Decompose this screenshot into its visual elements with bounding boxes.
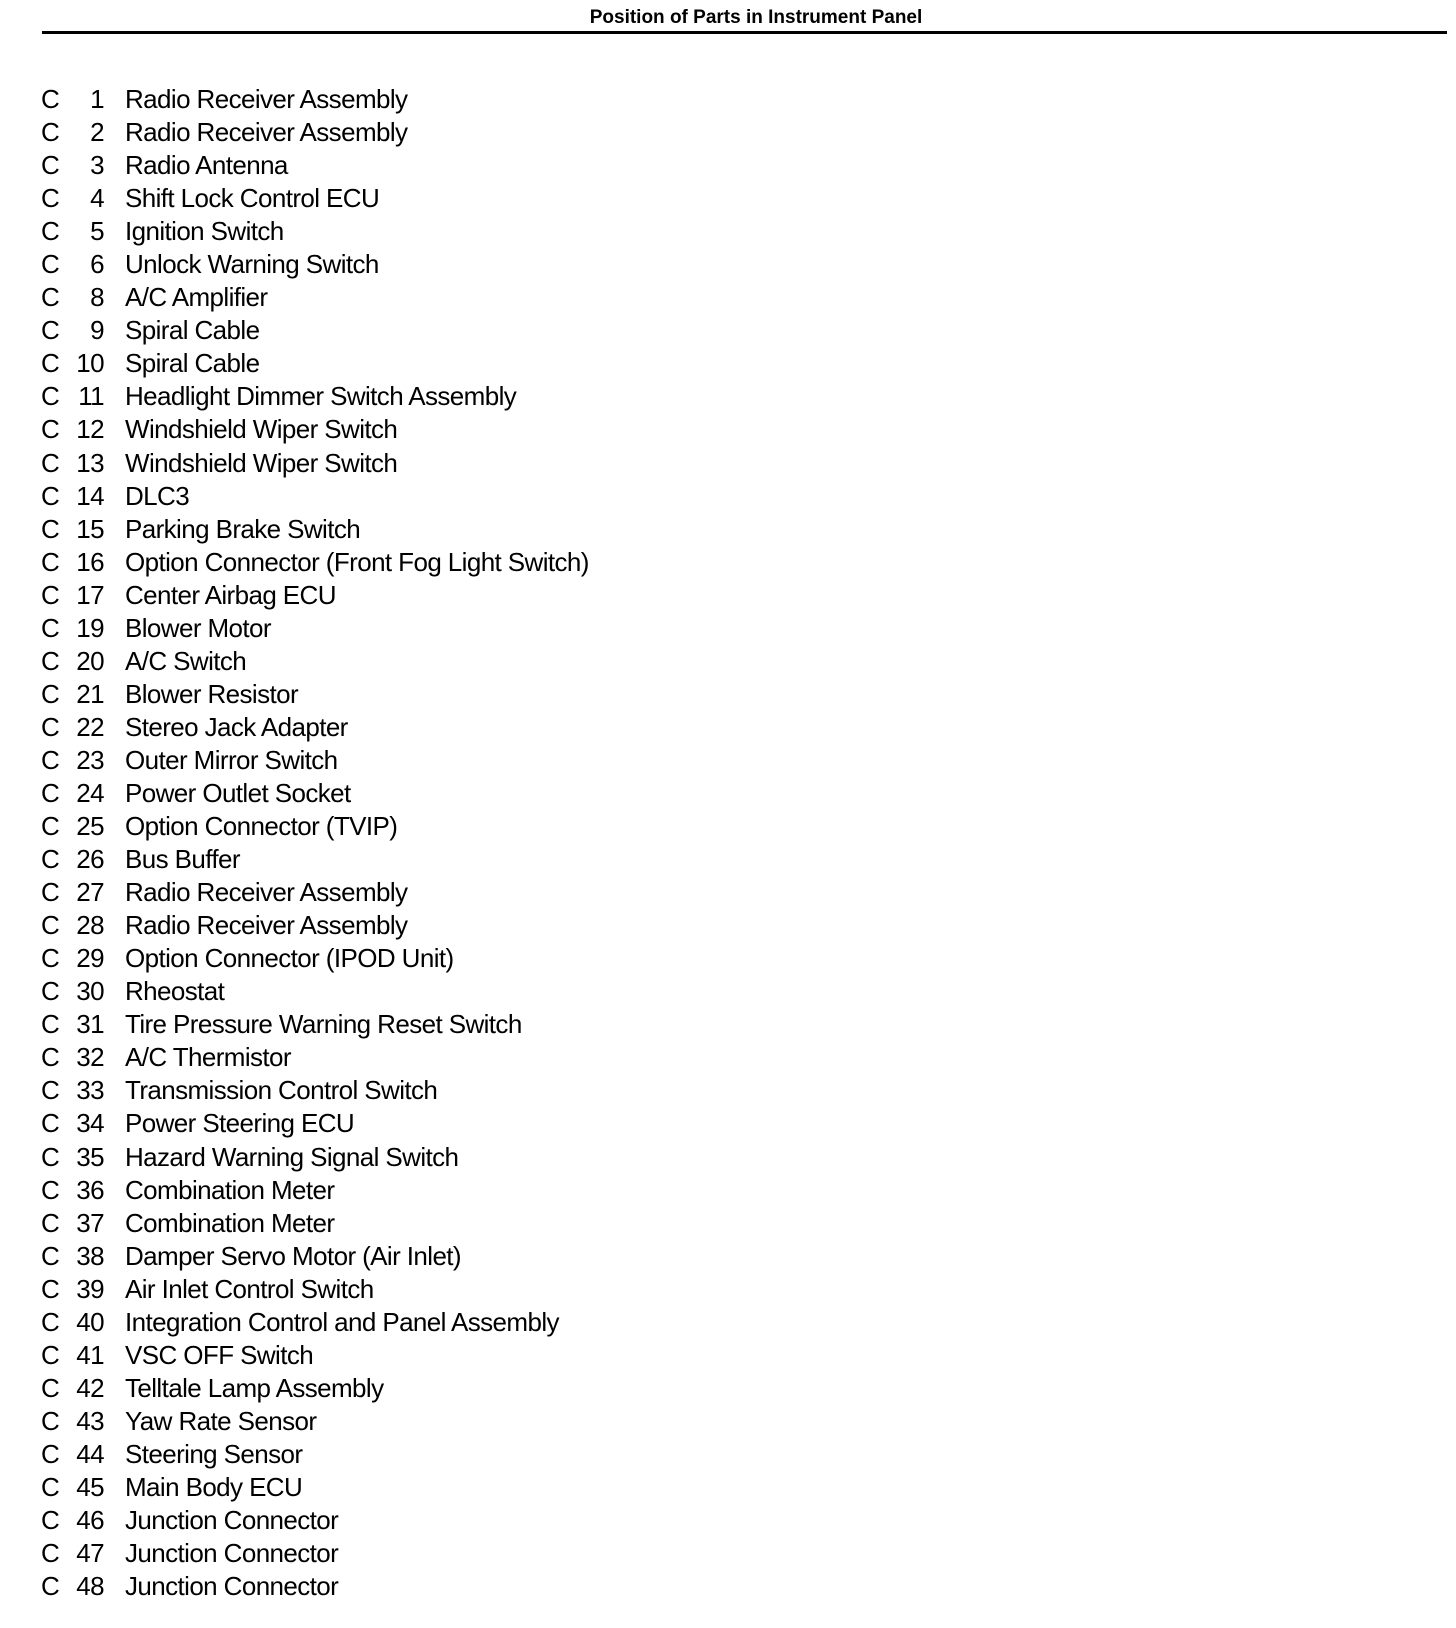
connector-prefix: C <box>41 381 60 412</box>
list-item <box>0 380 1456 413</box>
connector-prefix: C <box>41 315 60 346</box>
list-item <box>0 1141 1456 1174</box>
part-name: Junction Connector <box>125 1538 339 1569</box>
connector-prefix: C <box>41 249 60 280</box>
connector-prefix: C <box>41 183 60 214</box>
part-name: VSC OFF Switch <box>125 1339 314 1370</box>
connector-number: 31 <box>76 1009 104 1040</box>
part-name: Spiral Cable <box>125 348 260 379</box>
connector-number: 34 <box>76 1108 104 1139</box>
list-item <box>0 1008 1456 1041</box>
connector-prefix: C <box>41 1174 60 1205</box>
part-name: Rheostat <box>125 976 225 1007</box>
part-name: Transmission Control Switch <box>125 1075 438 1106</box>
list-item <box>0 1306 1456 1339</box>
connector-number: 10 <box>76 348 104 379</box>
part-name: Radio Antenna <box>125 150 288 181</box>
connector-prefix: C <box>41 1306 60 1337</box>
part-name: Blower Resistor <box>125 678 299 709</box>
connector-prefix: C <box>41 976 60 1007</box>
list-item <box>0 215 1456 248</box>
list-item <box>0 1471 1456 1504</box>
connector-prefix: C <box>41 1108 60 1139</box>
connector-number: 29 <box>76 943 104 974</box>
connector-prefix: C <box>41 84 60 114</box>
connector-prefix: C <box>41 1240 60 1271</box>
list-item <box>0 447 1456 480</box>
part-name: Option Connector (IPOD Unit) <box>125 943 454 974</box>
list-item <box>0 579 1456 612</box>
connector-number: 28 <box>76 910 104 941</box>
connector-prefix: C <box>41 1405 60 1436</box>
part-name: Junction Connector <box>125 1571 339 1602</box>
list-item <box>0 480 1456 513</box>
connector-prefix: C <box>41 447 60 478</box>
connector-number: 30 <box>76 976 104 1007</box>
list-item <box>0 1273 1456 1306</box>
list-item <box>0 810 1456 843</box>
connector-number: 17 <box>76 579 104 610</box>
connector-number: 5 <box>90 216 104 247</box>
part-name: A/C Switch <box>125 645 247 676</box>
connector-number: 9 <box>90 315 104 346</box>
list-item <box>0 1041 1456 1074</box>
part-name: Option Connector (TVIP) <box>125 811 398 842</box>
connector-number: 1 <box>90 84 104 114</box>
list-item <box>0 1537 1456 1570</box>
connector-prefix: C <box>41 877 60 908</box>
part-name: Parking Brake Switch <box>125 513 361 544</box>
list-item <box>0 909 1456 942</box>
list-item <box>0 645 1456 678</box>
list-item <box>0 843 1456 876</box>
connector-number: 32 <box>76 1042 104 1073</box>
list-item <box>0 942 1456 975</box>
connector-number: 47 <box>76 1538 104 1569</box>
list-item <box>0 1570 1456 1603</box>
connector-number: 26 <box>76 844 104 875</box>
connector-number: 36 <box>76 1174 104 1205</box>
connector-prefix: C <box>41 612 60 643</box>
part-name: Main Body ECU <box>125 1471 303 1502</box>
part-name: Shift Lock Control ECU <box>125 183 380 214</box>
part-name: A/C Amplifier <box>125 282 268 313</box>
connector-prefix: C <box>41 1339 60 1370</box>
list-item <box>0 413 1456 446</box>
connector-prefix: C <box>41 1372 60 1403</box>
connector-prefix: C <box>41 1042 60 1073</box>
connector-prefix: C <box>41 1471 60 1502</box>
connector-number: 40 <box>76 1306 104 1337</box>
part-name: Yaw Rate Sensor <box>125 1405 317 1436</box>
part-name: Center Airbag ECU <box>125 579 336 610</box>
part-name: Spiral Cable <box>125 315 260 346</box>
connector-prefix: C <box>41 348 60 379</box>
connector-prefix: C <box>41 216 60 247</box>
connector-number: 25 <box>76 811 104 842</box>
part-name: Integration Control and Panel Assembly <box>125 1306 559 1337</box>
list-item <box>0 876 1456 909</box>
list-item <box>0 513 1456 546</box>
part-name: Power Outlet Socket <box>125 777 351 808</box>
part-name: Combination Meter <box>125 1207 335 1238</box>
part-name: Air Inlet Control Switch <box>125 1273 374 1304</box>
connector-number: 42 <box>76 1372 104 1403</box>
connector-number: 22 <box>76 711 104 742</box>
connector-prefix: C <box>41 777 60 808</box>
list-item <box>0 711 1456 744</box>
connector-number: 3 <box>90 150 104 181</box>
list-item <box>0 182 1456 215</box>
part-name: Radio Receiver Assembly <box>125 84 408 114</box>
part-name: Tire Pressure Warning Reset Switch <box>125 1009 522 1040</box>
part-name: A/C Thermistor <box>125 1042 291 1073</box>
part-name: Unlock Warning Switch <box>125 249 379 280</box>
part-name: Stereo Jack Adapter <box>125 711 348 742</box>
list-item <box>0 678 1456 711</box>
connector-number: 4 <box>90 183 104 214</box>
part-name: Radio Receiver Assembly <box>125 910 408 941</box>
title-divider <box>42 31 1447 34</box>
list-item <box>0 1107 1456 1140</box>
list-item <box>0 1339 1456 1372</box>
connector-number: 13 <box>76 447 104 478</box>
part-name: DLC3 <box>125 480 190 511</box>
connector-prefix: C <box>41 678 60 709</box>
connector-number: 16 <box>76 546 104 577</box>
list-item <box>0 546 1456 579</box>
connector-prefix: C <box>41 1538 60 1569</box>
connector-number: 8 <box>90 282 104 313</box>
part-name: Radio Receiver Assembly <box>125 117 408 148</box>
connector-number: 35 <box>76 1141 104 1172</box>
list-item <box>0 777 1456 810</box>
connector-prefix: C <box>41 414 60 445</box>
list-item <box>0 281 1456 314</box>
part-name: Radio Receiver Assembly <box>125 877 408 908</box>
connector-number: 43 <box>76 1405 104 1436</box>
connector-prefix: C <box>41 117 60 148</box>
list-item <box>0 744 1456 777</box>
list-item <box>0 149 1456 182</box>
list-item <box>0 248 1456 281</box>
connector-prefix: C <box>41 645 60 676</box>
connector-prefix: C <box>41 546 60 577</box>
part-name: Junction Connector <box>125 1505 339 1536</box>
connector-prefix: C <box>41 811 60 842</box>
part-name: Windshield Wiper Switch <box>125 447 398 478</box>
list-item <box>0 1405 1456 1438</box>
connector-number: 21 <box>76 678 104 709</box>
part-name: Power Steering ECU <box>125 1108 355 1139</box>
connector-prefix: C <box>41 282 60 313</box>
part-name: Combination Meter <box>125 1174 335 1205</box>
list-item <box>0 314 1456 347</box>
connector-number: 6 <box>90 249 104 280</box>
part-name: Windshield Wiper Switch <box>125 414 398 445</box>
page-title: Position of Parts in Instrument Panel <box>589 7 923 28</box>
connector-prefix: C <box>41 1009 60 1040</box>
list-item <box>0 1372 1456 1405</box>
part-name: Damper Servo Motor (Air Inlet) <box>125 1240 461 1271</box>
connector-number: 27 <box>76 877 104 908</box>
list-item <box>0 1174 1456 1207</box>
connector-number: 48 <box>76 1571 104 1602</box>
list-item <box>0 1074 1456 1107</box>
connector-number: 33 <box>76 1075 104 1106</box>
connector-prefix: C <box>41 1505 60 1536</box>
list-item <box>0 1438 1456 1471</box>
connector-number: 45 <box>76 1471 104 1502</box>
connector-number: 19 <box>76 612 104 643</box>
list-item <box>0 1240 1456 1273</box>
connector-number: 11 <box>78 381 104 412</box>
connector-prefix: C <box>41 513 60 544</box>
connector-prefix: C <box>41 910 60 941</box>
connector-number: 12 <box>76 414 104 445</box>
part-name: Option Connector (Front Fog Light Switch) <box>125 546 589 577</box>
connector-prefix: C <box>41 1273 60 1304</box>
connector-prefix: C <box>41 844 60 875</box>
connector-number: 14 <box>76 480 104 511</box>
connector-number: 2 <box>90 117 104 148</box>
part-name: Steering Sensor <box>125 1438 303 1469</box>
connector-prefix: C <box>41 744 60 775</box>
connector-prefix: C <box>41 1571 60 1602</box>
part-name: Outer Mirror Switch <box>125 744 338 775</box>
connector-number: 38 <box>76 1240 104 1271</box>
connector-number: 41 <box>76 1339 104 1370</box>
connector-number: 44 <box>76 1438 104 1469</box>
part-name: Headlight Dimmer Switch Assembly <box>125 381 517 412</box>
list-item <box>0 975 1456 1008</box>
connector-prefix: C <box>41 150 60 181</box>
connector-number: 20 <box>76 645 104 676</box>
connector-number: 24 <box>76 777 104 808</box>
connector-number: 37 <box>76 1207 104 1238</box>
connector-prefix: C <box>41 1438 60 1469</box>
list-item <box>0 612 1456 645</box>
connector-prefix: C <box>41 711 60 742</box>
connector-prefix: C <box>41 943 60 974</box>
list-item <box>0 1207 1456 1240</box>
connector-prefix: C <box>41 480 60 511</box>
parts-list <box>0 83 1456 1603</box>
connector-prefix: C <box>41 579 60 610</box>
part-name: Hazard Warning Signal Switch <box>125 1141 459 1172</box>
list-item <box>0 1504 1456 1537</box>
connector-prefix: C <box>41 1141 60 1172</box>
connector-number: 46 <box>76 1505 104 1536</box>
part-name: Ignition Switch <box>125 216 284 247</box>
part-name: Bus Buffer <box>125 844 240 875</box>
part-name: Telltale Lamp Assembly <box>125 1372 384 1403</box>
list-item <box>0 116 1456 149</box>
connector-prefix: C <box>41 1075 60 1106</box>
connector-prefix: C <box>41 1207 60 1238</box>
list-item <box>0 83 1456 116</box>
connector-number: 39 <box>76 1273 104 1304</box>
connector-number: 15 <box>76 513 104 544</box>
part-name: Blower Motor <box>125 612 271 643</box>
list-item <box>0 347 1456 380</box>
connector-number: 23 <box>76 744 104 775</box>
